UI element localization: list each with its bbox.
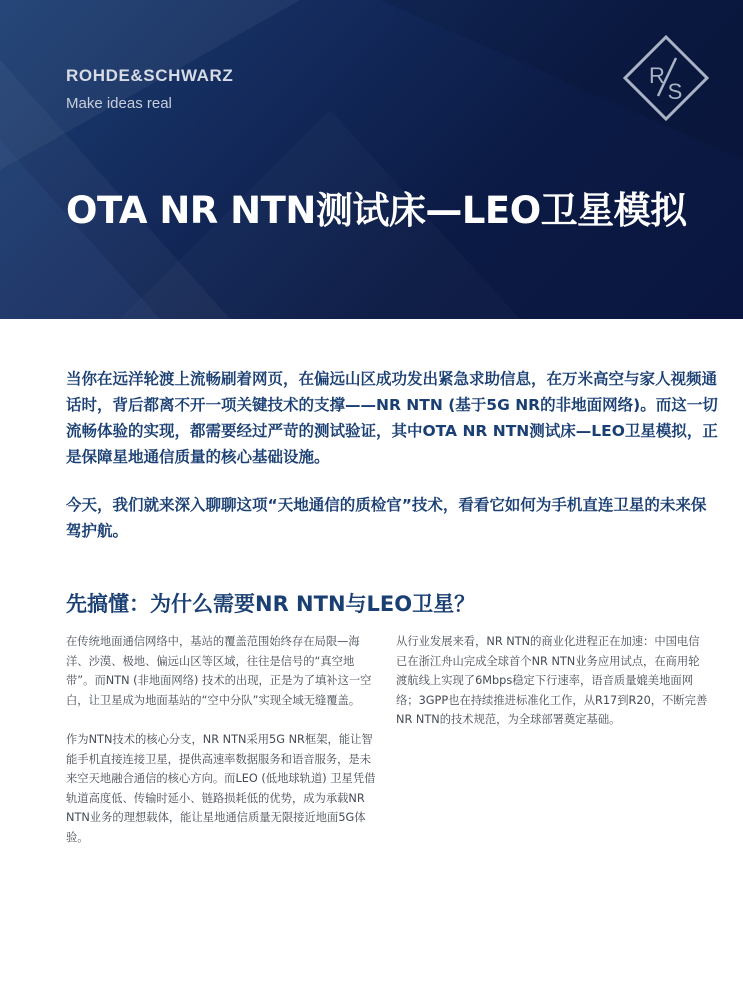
body-paragraph: 从行业发展来看，NR NTN的商业化进程正在加速：中国电信已在浙江舟山完成全球首个NR NTN业务应用试点，在商用轮渡航线上实现了6Mbps稳定下行速率，语音质量媲美地面网络；3GPP也在持续推进标准化工作，从R17到R20，不断完善NR NTN的技术规范，为全球部署奠定基础。 — [396, 635, 708, 726]
svg-text:R: R — [649, 63, 665, 88]
body-column-left — [66, 632, 380, 867]
brand-tagline: Make ideas real — [66, 95, 172, 112]
intro-paragraph: 当你在远洋轮渡上流畅刷着网页，在偏远山区成功发出紧急求助信息，在万米高空与家人视频通话时，背后都离不开一项关键技术的支撑——NR NTN (基于5G NR的非地面网络)。而这一切流畅体验的实现，都需要经过严苛的测试验证，其中OTA NR NTN测试床—LEO卫星模拟，正是保障星地通信质量的核心基础设施。 — [66, 370, 718, 466]
page-title: OTA NR NTN测试床—LEO卫星模拟 — [66, 189, 687, 232]
header-banner — [0, 0, 743, 319]
body-paragraph: 作为NTN技术的核心分支，NR NTN采用5G NR框架，能让智能手机直接连接卫星，提供高速率数据服务和语音服务，是未来空天地融合通信的核心方向。而LEO (低地球轨道) 卫星凭借轨道高度低、传输时延小、链路损耗低的优势，成为承载NR NTN业务的理想载体，能让星地通信质量无限接近地面5G体验。 — [66, 733, 376, 844]
section-heading: 先搞懂：为什么需要NR NTN与LEO卫星？ — [66, 592, 476, 616]
rs-logo-icon — [622, 34, 710, 122]
intro-section — [66, 366, 718, 566]
body-paragraph: 在传统地面通信网络中，基站的覆盖范围始终存在局限—海洋、沙漠、极地、偏远山区等区域，往往是信号的“真空地带”。而NTN (非地面网络) 技术的出现，正是为了填补这一空白，让卫星成为地面基站的“空中分队”实现全域无缝覆盖。 — [66, 635, 372, 707]
body-column-right — [396, 632, 710, 750]
svg-text:S: S — [667, 79, 683, 104]
brand-wordmark: ROHDE&SCHWARZ — [66, 66, 234, 85]
intro-paragraph: 今天，我们就来深入聊聊这项“天地通信的质检官”技术，看看它如何为手机直连卫星的未来保驾护航。 — [66, 496, 707, 540]
